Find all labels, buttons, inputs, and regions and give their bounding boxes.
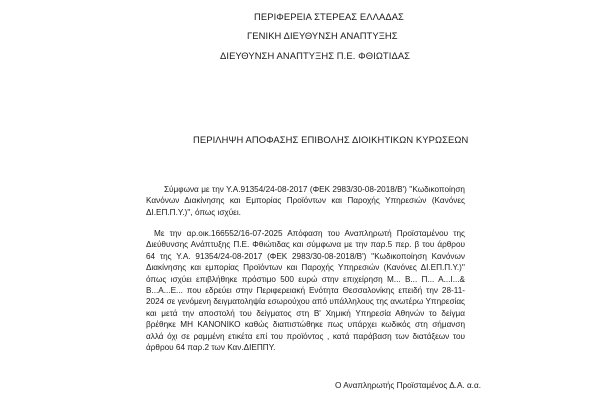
header-general-directorate: ΓΕΝΙΚΗ ΔΙΕΥΘΥΝΣΗ ΑΝΑΠΤΥΞΗΣ (247, 30, 398, 41)
signature-line: Ο Αναπληρωτής Προϊσταμένος Δ.Α. α.α. (335, 381, 481, 390)
header-directorate: ΔΙΕΥΘΥΝΣΗ ΑΝΑΠΤΥΞΗΣ Π.Ε. ΦΘΙΩΤΙΔΑΣ (220, 50, 411, 61)
header-region: ΠΕΡΙΦΕΡΕΙΑ ΣΤΕΡΕΑΣ ΕΛΛΑΔΑΣ (254, 11, 404, 22)
paragraph-legal-basis: Σύμφωνα με την Υ.Α.91354/24-08-2017 (ΦΕΚ 2983/30-08-2018/Β') ''Κωδικοποίηση Κανόνων Διακίνησης και Εμπορίας Προϊόντων και Παροχής Υπηρεσιών (Κανόνες ΔΙ.ΕΠ.Π.Υ.)'', όπως ισχύει. (146, 185, 465, 217)
document-title: ΠΕΡΙΛΗΨΗ ΑΠΟΦΑΣΗΣ ΕΠΙΒΟΛΗΣ ΔΙΟΙΚΗΤΙΚΩΝ ΚΥΡΩΣΕΩΝ (193, 134, 469, 145)
paragraph-decision: Με την αρ.οικ.166552/16-07-2025 Απόφαση του Αναπληρωτή Προϊσταμένου της Διεύθυνσης Ανάπτυξης Π.Ε. Φθιώτιδας και σύμφωνα με την παρ.5 περ. β του άρθρου 64 της Υ.Α. 91354/24-08-2017 (ΦΕΚ 2983/30-08-2018/Β') ''Κωδικοποίηση Κανόνων Διακίνησης και εμπορίας Προϊόντων και Παροχής Υπηρεσιών (Κανόνες ΔΙ.ΕΠ.Π.Υ.)'' όπως ισχύει επιβλήθηκε πρόστιμο 500 ευρώ στην επιχείρηση Μ... Β... Π... Α...Ι...& Β...Α...Ε... που εδρεύει στην Περιφερειακή Ενότητα Θεσσαλονίκης επειδή την 28-11-2024 σε γενόμενη δειγματοληψία εσωρούχου από υπάλληλους της ανωτέρω Υπηρεσίας και μετά την αποστολή του δείγματος στη Β' Χημική Υπηρεσία Αθηνών το δείγμα βρέθηκε ΜΗ ΚΑΝΟΝΙΚΟ καθώς διαπιστώθηκε πως υπάρχει κωδικός στη σήμανση αλλά όχι σε ραμμένη ετικέτα επί του προϊόντος , κατά παράβαση των διατάξεων του άρθρου 64 παρ.2 των Καν.ΔΙΕΠΠΥ. (146, 229, 465, 353)
